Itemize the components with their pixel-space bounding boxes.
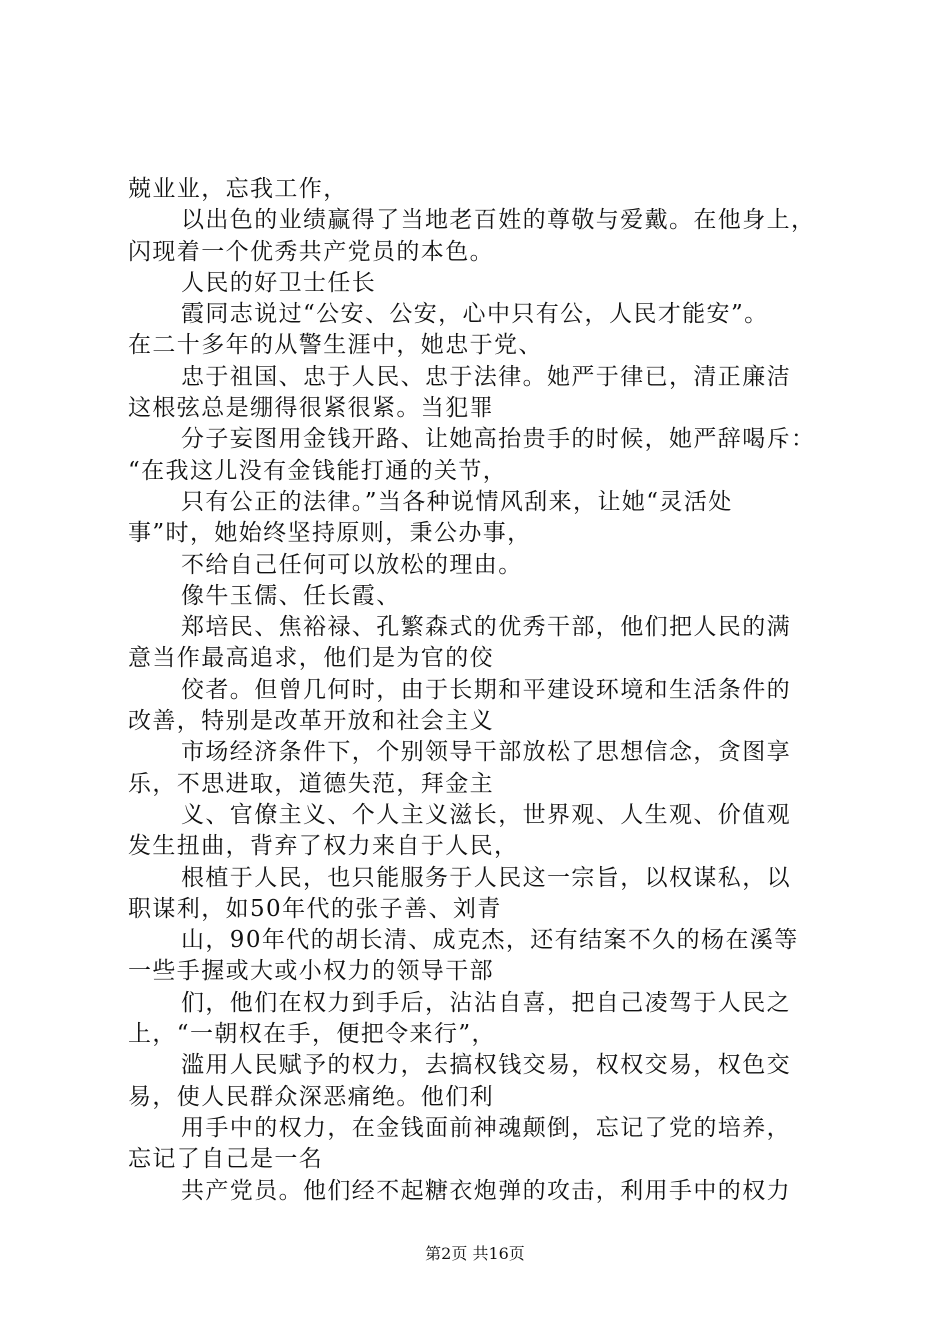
text-line: “在我这儿没有金钱能打通的关节， [128,457,508,484]
text-line: 在二十多年的从警生涯中，她忠于党、 [128,332,543,359]
text-line: 这根弦总是绷得很紧很紧。当犯罪 [128,395,494,422]
body-text [128,174,833,1207]
text-line: 改善，特别是改革开放和社会主义 [128,708,494,735]
text-line: 意当作最高追求，他们是为官的佼 [128,645,494,672]
text-line: 滥用人民赋予的权力，去搞权钱交易，权权交易，权色交 [181,1052,791,1079]
text-line: 乐，不思进取，道德失范，拜金主 [128,770,494,797]
text-line: 佼者。但曾几何时，由于长期和平建设环境和生活条件的 [181,676,791,703]
text-line: 兢业业，忘我工作， [128,176,348,202]
text-line: 根植于人民，也只能服务于人民这一宗旨，以权谋私，以 [181,864,791,891]
text-line: 发生扭曲，背弃了权力来自于人民， [128,833,519,860]
text-line: 人民的好卫士任长 [181,269,377,296]
page-footer: 第2页 共16页 [425,1244,525,1263]
text-line: 共产党员。他们经不起糖衣炮弹的攻击，利用手中的权力 [181,1177,791,1204]
text-line: 市场经济条件下，个别领导干部放松了思想信念，贪图享 [181,739,791,766]
text-line: 义、官僚主义、个人主义滋长，世界观、人生观、价值观 [181,801,791,828]
text-line: 职谋利，如50年代的张子善、刘青 [128,895,502,922]
text-line: 不给自己任何可以放松的理由。 [181,551,523,578]
text-line: 事”时，她始终坚持原则，秉公办事， [128,520,532,547]
text-line: 分子妄图用金钱开路、让她高抬贵手的时候，她严辞喝斥： [181,426,816,453]
text-line: 像牛玉儒、任长霞、 [181,582,401,609]
text-line: 郑培民、焦裕禄、孔繁森式的优秀干部，他们把人民的满 [181,614,791,641]
text-line: 忘记了自己是一名 [128,1146,324,1173]
text-line: 只有公正的法律。”当各种说情风刮来，让她“灵活处 [181,488,733,515]
text-line: 霞同志说过“公安、公安，心中只有公，人民才能安”。 [181,301,769,328]
text-line: 以出色的业绩赢得了当地老百姓的尊敬与爱戴。在他身上， [181,207,816,234]
text-line: 一些手握或大或小权力的领导干部 [128,958,494,985]
text-line: 上，“一朝权在手，便把令来行”， [128,1021,496,1048]
text-line: 忠于祖国、忠于人民、忠于法律。她严于律已，清正廉洁 [181,363,791,390]
text-line: 闪现着一个优秀共产党员的本色。 [128,238,494,265]
text-line: 们，他们在权力到手后，沾沾自喜，把自己凌驾于人民之 [181,989,791,1016]
text-line: 易，使人民群众深恶痛绝。他们利 [128,1083,494,1110]
text-line: 用手中的权力，在金钱面前神魂颠倒，忘记了党的培养， [181,1114,791,1141]
text-line: 山，90年代的胡长清、成克杰，还有结案不久的杨在溪等 [181,927,799,954]
